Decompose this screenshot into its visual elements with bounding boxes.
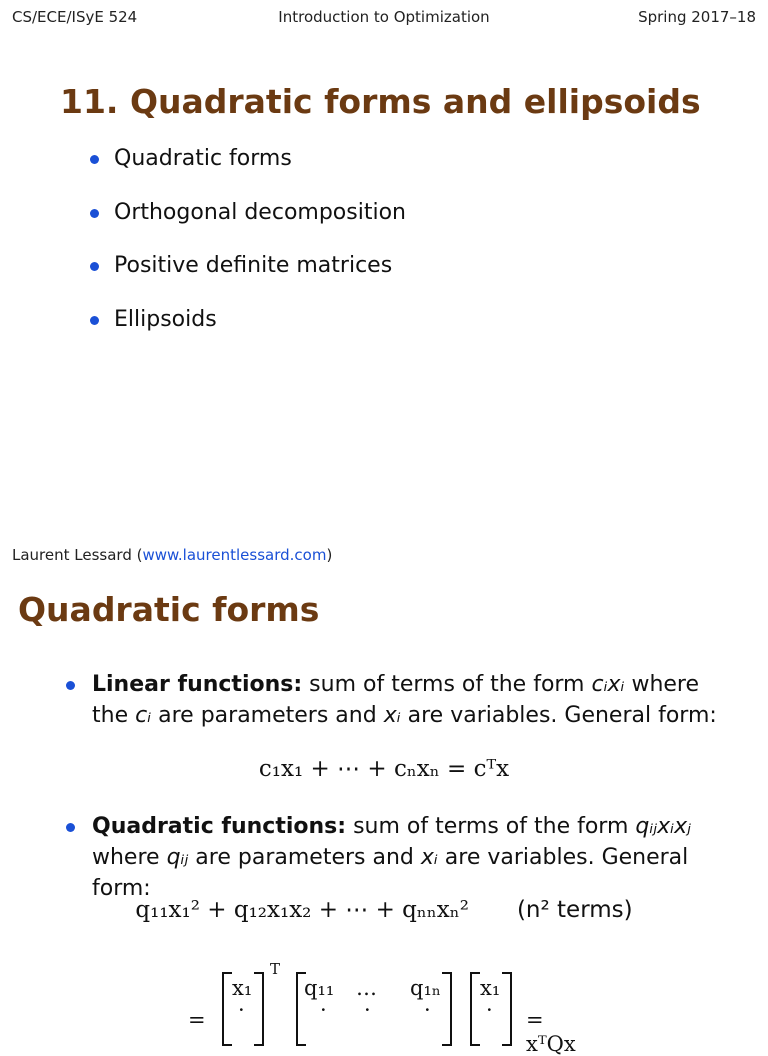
quadratic-functions-item: Quadratic functions: sum of terms of the form qᵢⱼxᵢxⱼ where qᵢⱼ are parameters and xᵢ are variables. General form: [66,811,726,904]
outline-item: Ellipsoids [90,305,406,359]
bullet-icon [90,262,99,271]
outline-item: Orthogonal decomposition [90,198,406,252]
bullet-icon [66,681,75,690]
left-bracket [222,972,232,1046]
author-name: Laurent Lessard ( [12,546,143,564]
bullet-icon [90,209,99,218]
right-bracket [254,972,264,1046]
semester: Spring 2017–18 [638,8,756,26]
linear-lead: Linear functions: [92,672,303,697]
bullet-icon [90,155,99,164]
bullet-icon [90,316,99,325]
lecture-title: 11. Quadratic forms and ellipsoids [60,82,701,121]
quadratic-lead: Quadratic functions: [92,814,347,839]
course-code: CS/ECE/ISyE 524 [12,8,138,26]
right-bracket [502,972,512,1046]
quadratic-form-equation: q₁₁x₁² + q₁₂x₁x₂ + ⋯ + qₙₙxₙ² (n² terms) [135,897,633,923]
slide-title: Quadratic forms [18,590,320,629]
author-website-link[interactable]: www.laurentlessard.com [142,546,327,564]
left-bracket [470,972,480,1046]
outline-list [90,144,406,358]
course-title: Introduction to Optimization [278,8,490,26]
author-close: ) [326,546,333,564]
linear-functions-item: Linear functions: sum of terms of the form cᵢxᵢ where the cᵢ are parameters and xᵢ are variables. General form: [66,669,726,731]
author-line [12,546,332,564]
bullet-icon [66,823,75,832]
outline-item: Positive definite matrices [90,251,406,305]
term-count-note: (n² terms) [516,897,633,923]
linear-form-equation: c₁x₁ + ⋯ + cₙxₙ = cᵀx [258,756,510,782]
right-bracket [442,972,452,1046]
outline-item: Quadratic forms [90,144,406,198]
